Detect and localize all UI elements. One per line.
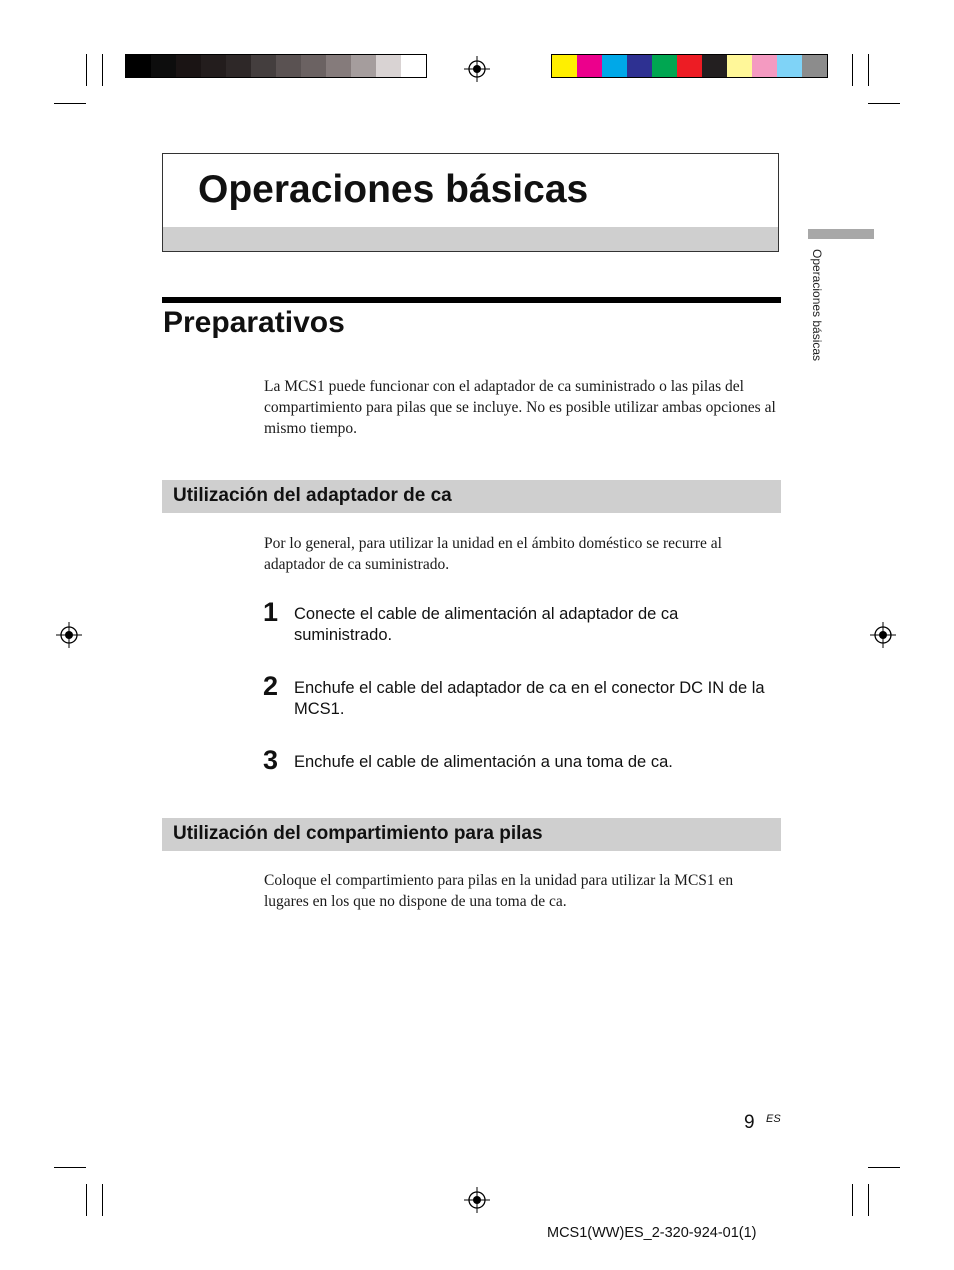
- color-swatch: [727, 55, 752, 77]
- color-swatch: [251, 55, 276, 77]
- color-swatch: [176, 55, 201, 77]
- section-title: Preparativos: [163, 306, 345, 339]
- step-number: 1: [263, 597, 279, 627]
- color-swatch: [652, 55, 677, 77]
- step-text: Conecte el cable de alimentación al adaptador de ca suministrado.: [294, 605, 679, 644]
- chapter-header-band: [163, 227, 778, 251]
- color-swatch: [552, 55, 577, 77]
- registration-mark-icon: [464, 56, 490, 82]
- chapter-header-box: [162, 153, 779, 252]
- registration-mark-icon: [464, 1187, 490, 1213]
- color-swatch: [226, 55, 251, 77]
- page-language-code: ES: [766, 1113, 781, 1125]
- section-intro: La MCS1 puede funcionar con el adaptador de ca suministrado o las pilas del compartimiento para pilas que se incluye. No es posible utilizar ambas opciones al mismo tiempo.: [264, 378, 776, 437]
- color-swatch: [301, 55, 326, 77]
- color-swatch: [677, 55, 702, 77]
- color-swatch: [777, 55, 802, 77]
- color-swatch: [151, 55, 176, 77]
- color-swatch: [126, 55, 151, 77]
- step-text: Enchufe el cable de alimentación a una toma de ca.: [294, 753, 673, 771]
- color-swatch: [376, 55, 401, 77]
- color-swatch: [201, 55, 226, 77]
- document-code: MCS1(WW)ES_2-320-924-01(1): [547, 1225, 757, 1241]
- color-swatch: [702, 55, 727, 77]
- registration-mark-icon: [870, 622, 896, 648]
- color-swatch: [577, 55, 602, 77]
- subsection-heading-bar: [162, 480, 781, 513]
- process-color-bar: [551, 54, 828, 78]
- subsection-heading: Utilización del adaptador de ca: [173, 485, 452, 506]
- chapter-title: Operaciones básicas: [198, 168, 589, 211]
- step-number: 2: [263, 671, 279, 701]
- color-swatch: [627, 55, 652, 77]
- color-swatch: [752, 55, 777, 77]
- subsection-text: Coloque el compartimiento para pilas en la unidad para utilizar la MCS1 en lugares en los que no dispone de una toma de ca.: [264, 872, 734, 910]
- side-thumb-tab: [808, 229, 874, 239]
- subsection-text: Por lo general, para utilizar la unidad en el ámbito doméstico se recurre al adaptador de ca suministrado.: [264, 535, 722, 573]
- page-number: 9: [744, 1112, 755, 1133]
- color-swatch: [602, 55, 627, 77]
- side-tab-label: Operaciones básicas: [810, 249, 824, 362]
- registration-mark-icon: [56, 622, 82, 648]
- color-swatch: [326, 55, 351, 77]
- color-swatch: [351, 55, 376, 77]
- color-swatch: [401, 55, 426, 77]
- step-number: 3: [263, 745, 279, 775]
- subsection-heading-bar: [162, 818, 781, 851]
- subsection-heading: Utilización del compartimiento para pilas: [173, 823, 543, 844]
- color-swatch: [802, 55, 827, 77]
- color-swatch: [276, 55, 301, 77]
- section-rule: [162, 297, 781, 303]
- gray-color-bar: [125, 54, 427, 78]
- step-text: Enchufe el cable del adaptador de ca en el conector DC IN de la MCS1.: [294, 679, 765, 718]
